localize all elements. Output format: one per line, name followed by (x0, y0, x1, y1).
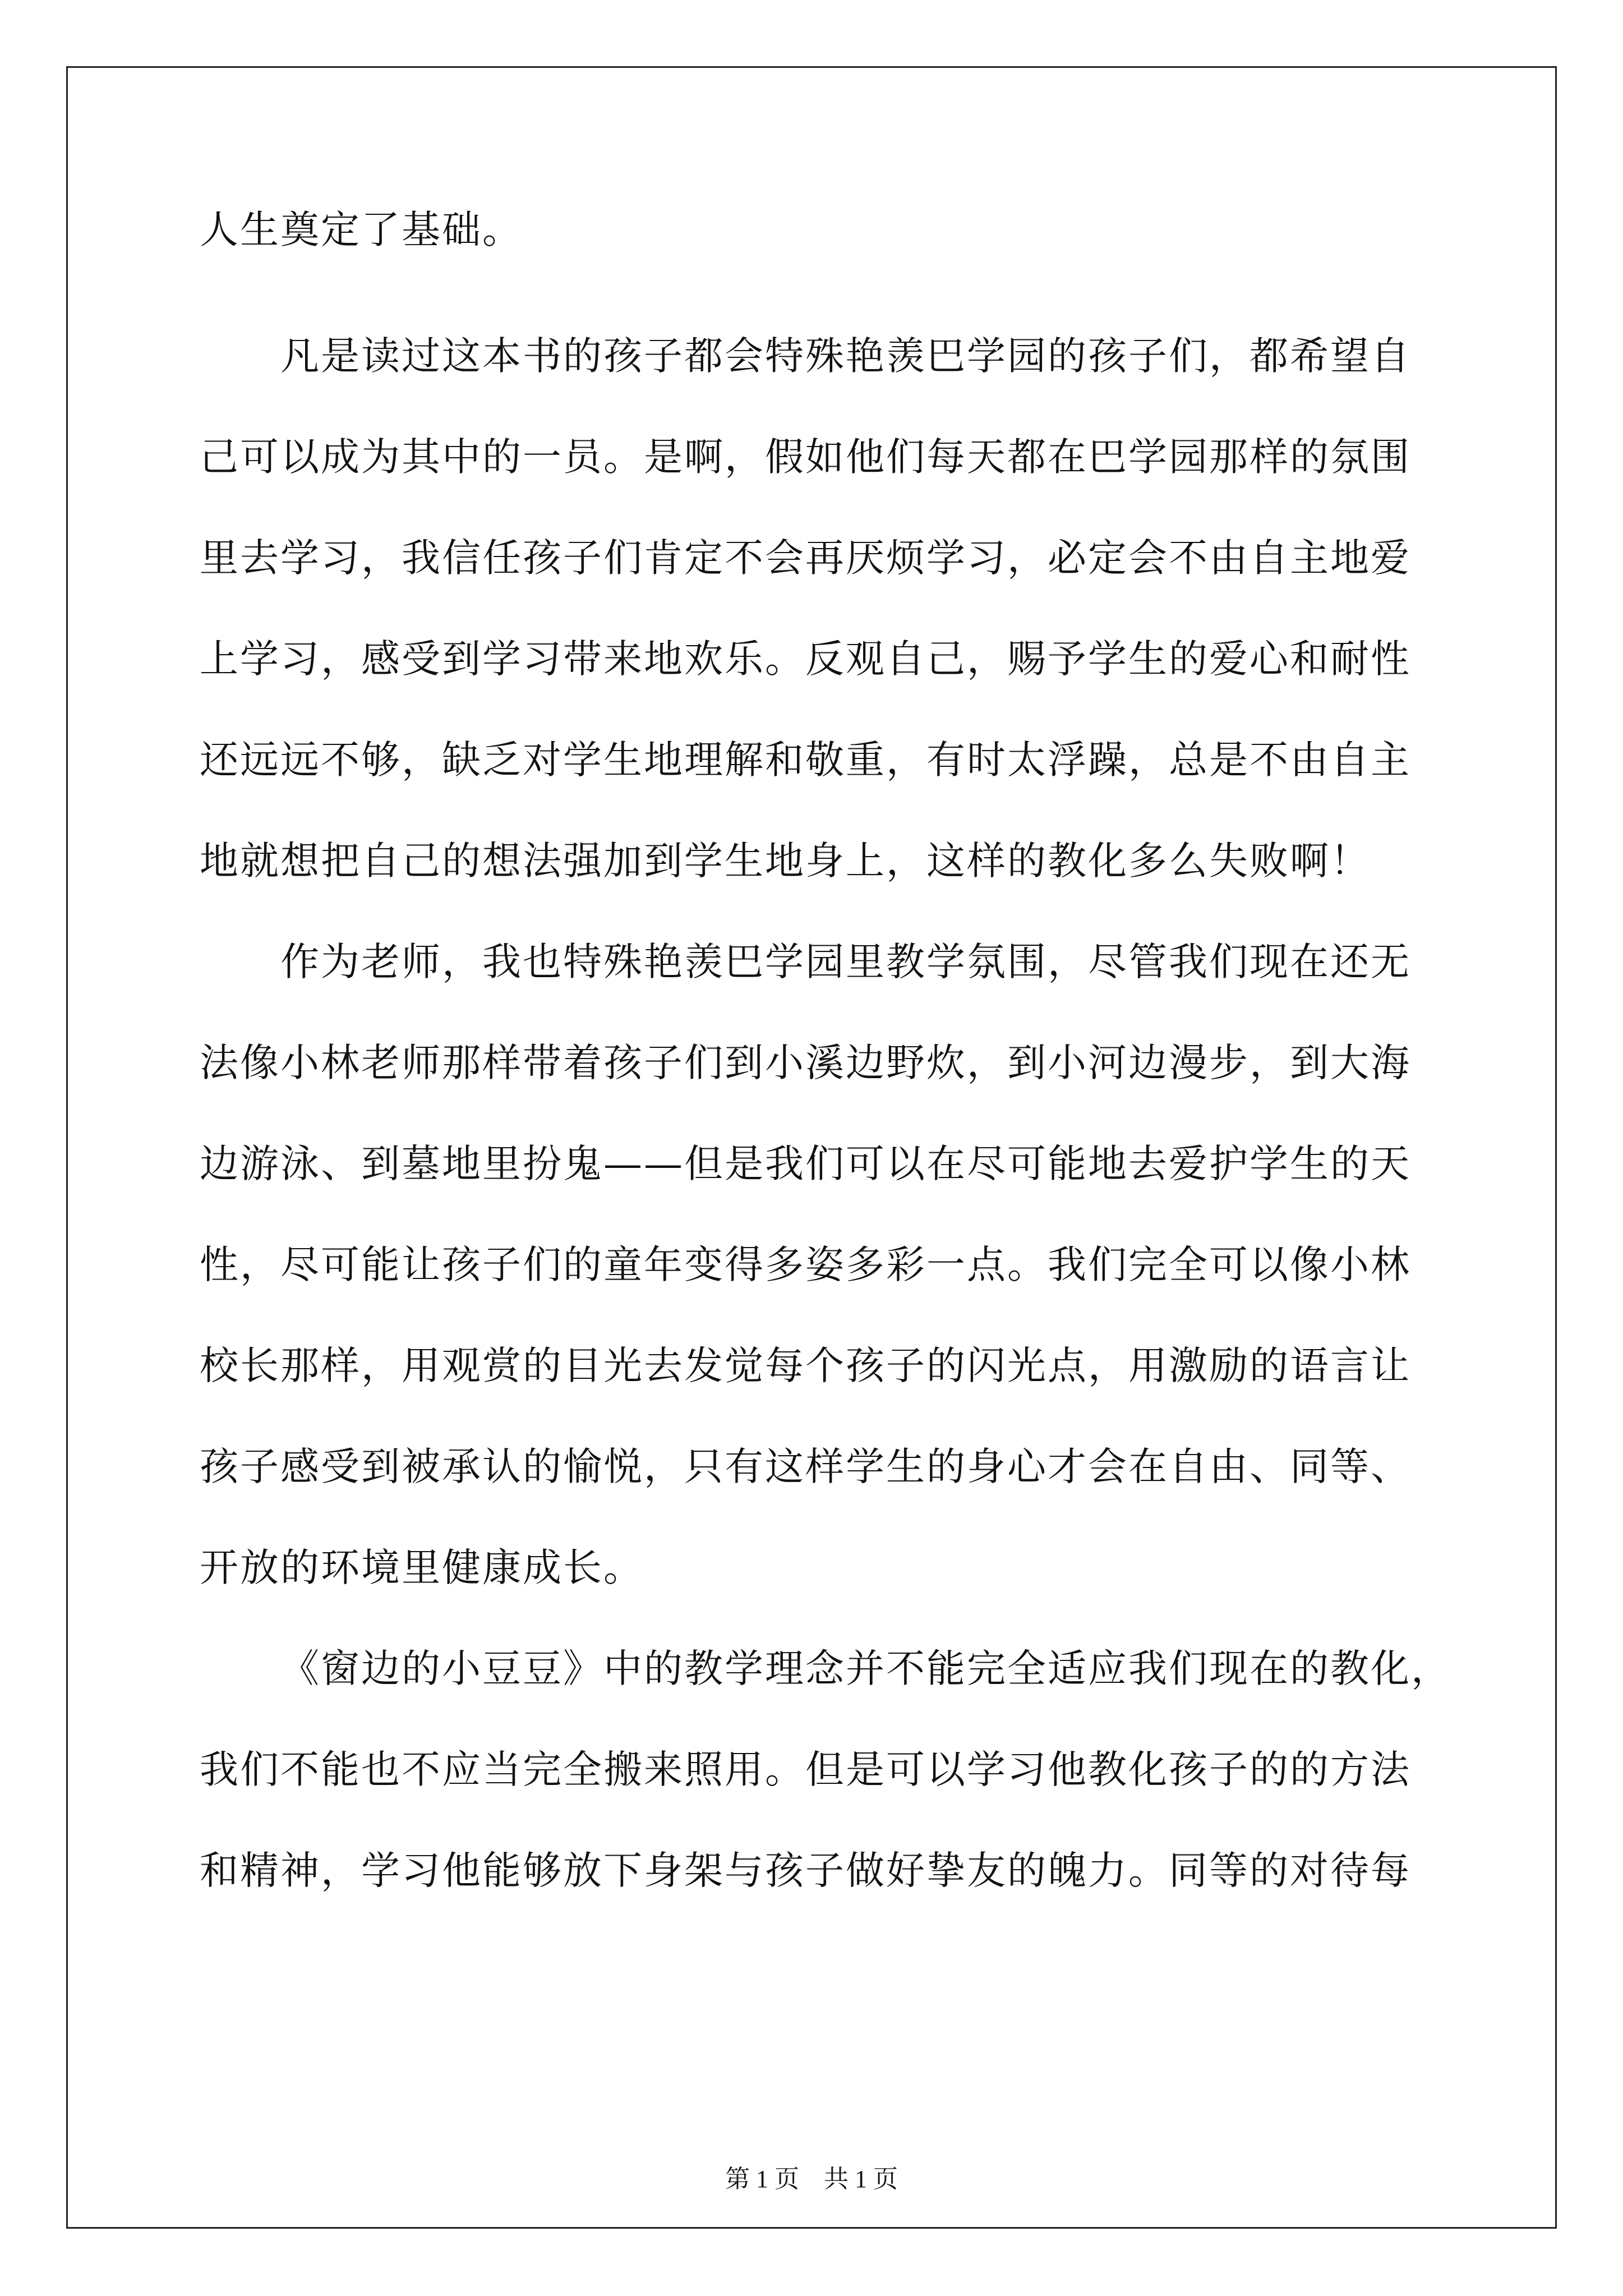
text-line-16: 我们不能也不应当完全搬来照用。但是可以学习他教化孩子的的方法 (200, 1747, 1411, 1792)
text-line-11: 性，尽可能让孩子们的童年变得多姿多彩一点。我们完全可以像小林 (200, 1243, 1411, 1287)
text-line-7: 地就想把自己的想法强加到学生地身上，这样的教化多么失败啊！ (200, 839, 1371, 884)
text-line-9: 法像小林老师那样带着孩子们到小溪边野炊，到小河边漫步，到大海 (200, 1041, 1411, 1085)
text-line-12: 校长那样，用观赏的目光去发觉每个孩子的闪光点，用激励的语言让 (200, 1343, 1411, 1388)
text-line-6: 还远远不够，缺乏对学生地理解和敬重，有时太浮躁，总是不由自主 (200, 738, 1411, 783)
text-line-3: 己可以成为其中的一员。是啊，假如他们每天都在巴学园那样的氛围 (200, 435, 1411, 480)
text-line-5: 上学习，感受到学习带来地欢乐。反观自己，赐予学生的爱心和耐性 (200, 637, 1411, 682)
text-line-8: 作为老师，我也特殊艳羡巴学园里教学氛围，尽管我们现在还无 (280, 940, 1411, 984)
text-line-17: 和精神，学习他能够放下身架与孩子做好挚友的魄力。同等的对待每 (200, 1848, 1411, 1893)
text-line-13: 孩子感受到被承认的愉悦，只有这样学生的身心才会在自由、同等、 (200, 1444, 1411, 1489)
page-number-footer: 第 1 页 共 1 页 (725, 2165, 898, 2193)
text-line-1: 人生奠定了基础。 (200, 208, 523, 252)
text-line-2: 凡是读过这本书的孩子都会特殊艳羡巴学园的孩子们，都希望自 (280, 334, 1411, 379)
text-line-10: 边游泳、到墓地里扮鬼——但是我们可以在尽可能地去爱护学生的天 (200, 1142, 1411, 1186)
text-line-4: 里去学习，我信任孩子们肯定不会再厌烦学习，必定会不由自主地爱 (200, 536, 1411, 581)
text-line-14: 开放的环境里健康成长。 (200, 1545, 644, 1590)
text-line-15: 《窗边的小豆豆》中的教学理念并不能完全适应我们现在的教化， (280, 1646, 1451, 1691)
